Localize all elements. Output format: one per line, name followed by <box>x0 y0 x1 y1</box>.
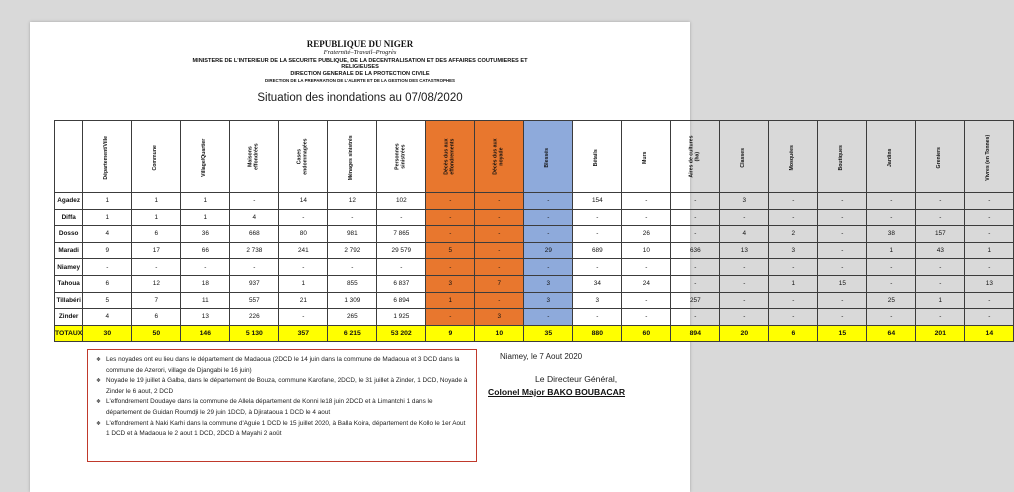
directorate-name: DIRECTION GENERALE DE LA PROTECTION CIVILE <box>290 71 430 77</box>
table-cell: - <box>622 209 671 226</box>
table-cell: - <box>426 226 475 243</box>
region-name: Maradi <box>55 242 83 259</box>
signature-name: Colonel Major BAKO BOUBACAR <box>488 387 626 397</box>
national-motto: Fraternité–Travail–Progrès <box>323 49 397 56</box>
column-header <box>279 121 328 193</box>
table-cell: 981 <box>328 226 377 243</box>
column-header-label: Décès dus aux noyade <box>492 138 505 175</box>
table-cell: 689 <box>573 242 622 259</box>
table-cell: 4 <box>230 209 279 226</box>
column-header-label: Murs <box>642 151 649 164</box>
column-header <box>622 121 671 193</box>
table-cell: - <box>818 309 867 326</box>
table-cell: - <box>475 193 524 210</box>
notes-box <box>87 349 477 462</box>
table-cell: 30 <box>83 325 132 342</box>
table-cell: - <box>230 259 279 276</box>
table-cell: 157 <box>916 226 965 243</box>
table-cell: - <box>475 226 524 243</box>
region-name: Niamey <box>55 259 83 276</box>
table-cell: 3 <box>720 193 769 210</box>
table-cell: 6 <box>132 309 181 326</box>
table-cell: - <box>279 259 328 276</box>
signature-place-date: Niamey, le 7 Aout 2020 <box>500 352 583 361</box>
table-row <box>55 259 1014 276</box>
table-cell: 53 202 <box>377 325 426 342</box>
column-header-label: Village/Quartier <box>201 138 208 177</box>
table-cell: 80 <box>279 226 328 243</box>
column-header-label: Décès dus aux effondrements <box>443 138 456 175</box>
table-cell: 7 865 <box>377 226 426 243</box>
totals-label: TOTAUX <box>55 325 83 342</box>
bullet-icon: ❖ <box>96 399 101 406</box>
column-header-label: Classes <box>740 147 747 168</box>
table-cell: 60 <box>622 325 671 342</box>
table-cell: 2 <box>769 226 818 243</box>
column-header <box>720 121 769 193</box>
table-cell: 64 <box>867 325 916 342</box>
table-cell: - <box>965 259 1014 276</box>
table-cell: 1 925 <box>377 309 426 326</box>
table-cell: - <box>279 209 328 226</box>
table-cell: - <box>279 309 328 326</box>
column-header <box>475 121 524 193</box>
table-cell: - <box>965 209 1014 226</box>
table-cell: 6 <box>132 226 181 243</box>
note-item <box>96 419 470 440</box>
table-cell: - <box>671 309 720 326</box>
document-page <box>30 22 994 492</box>
column-header <box>377 121 426 193</box>
table-cell: - <box>916 275 965 292</box>
table-cell: - <box>230 193 279 210</box>
table-cell: - <box>671 259 720 276</box>
table-cell: 7 <box>132 292 181 309</box>
table-cell: 18 <box>181 275 230 292</box>
column-header-label: Maisons effondrées <box>247 143 260 170</box>
table-cell: - <box>524 226 573 243</box>
table-cell: - <box>965 226 1014 243</box>
table-cell: 2 738 <box>230 242 279 259</box>
table-cell: 1 309 <box>328 292 377 309</box>
table-cell: 1 <box>965 242 1014 259</box>
table-cell: 357 <box>279 325 328 342</box>
table-cell: - <box>622 193 671 210</box>
table-cell: - <box>720 259 769 276</box>
table-row <box>55 193 1014 210</box>
table-cell: 13 <box>965 275 1014 292</box>
table-cell: - <box>867 209 916 226</box>
totals-row <box>55 325 1014 342</box>
column-header <box>916 121 965 193</box>
column-header-label: Jardins <box>887 148 894 167</box>
table-cell: - <box>916 309 965 326</box>
table-cell: 4 <box>83 309 132 326</box>
notes-list <box>96 355 470 440</box>
table-cell: - <box>818 209 867 226</box>
table-cell: 12 <box>132 275 181 292</box>
table-row <box>55 309 1014 326</box>
table-cell: 3 <box>524 275 573 292</box>
table-cell: - <box>426 259 475 276</box>
flood-situation-table <box>54 120 1014 342</box>
table-cell: - <box>573 259 622 276</box>
table-cell: 1 <box>132 209 181 226</box>
note-text: Noyade le 19 juillet à Galba, dans le département de Bouza, commune Karofane, 2DCD, le 31 juillet à Zinder, 1 DCD, Noyade à Zinder le 6 aout, 2 DCD <box>106 377 468 395</box>
region-name: Zinder <box>55 309 83 326</box>
table-cell: 1 <box>916 292 965 309</box>
table-cell: - <box>573 226 622 243</box>
table-cell: - <box>916 209 965 226</box>
table-cell: 3 <box>573 292 622 309</box>
table-cell: 10 <box>622 242 671 259</box>
column-header-label: Commune <box>152 144 159 171</box>
table-cell: - <box>720 209 769 226</box>
table-cell: - <box>475 209 524 226</box>
table-cell: 9 <box>426 325 475 342</box>
table-cell: 4 <box>720 226 769 243</box>
column-header-label: Aires de cultures (ha) <box>688 135 701 178</box>
table-cell: 43 <box>916 242 965 259</box>
table-cell: - <box>818 292 867 309</box>
table-cell: - <box>769 193 818 210</box>
table-cell: 146 <box>181 325 230 342</box>
column-header-label: Personnes sinistrées <box>394 143 407 170</box>
table-cell: - <box>867 309 916 326</box>
table-cell: 1 <box>83 209 132 226</box>
table-cell: 7 <box>475 275 524 292</box>
column-header <box>867 121 916 193</box>
table-cell: - <box>965 292 1014 309</box>
column-header <box>573 121 622 193</box>
table-cell: 1 <box>279 275 328 292</box>
table-cell: 6 837 <box>377 275 426 292</box>
table-cell: 14 <box>965 325 1014 342</box>
note-item <box>96 355 470 376</box>
region-name: Tahoua <box>55 275 83 292</box>
table-cell: 11 <box>181 292 230 309</box>
ministry-name: MINISTERE DE L'INTERIEUR DE LA SECURITE PUBLIQUE, DE LA DECENTRALISATION ET DES AFFAIRES COUTUMIERES ET RELIGIEUSES <box>192 58 528 71</box>
table-cell: 5 <box>426 242 475 259</box>
column-header <box>965 121 1014 193</box>
table-cell: - <box>818 259 867 276</box>
table-cell: - <box>671 226 720 243</box>
table-cell: - <box>622 292 671 309</box>
table-cell: - <box>818 226 867 243</box>
table-cell: - <box>867 259 916 276</box>
table-cell: - <box>573 309 622 326</box>
column-header-label: Vivres (en Tonnes) <box>985 134 992 181</box>
table-cell: - <box>965 193 1014 210</box>
table-cell: - <box>622 259 671 276</box>
column-header <box>671 121 720 193</box>
table-cell: 3 <box>769 242 818 259</box>
column-header <box>230 121 279 193</box>
table-cell: - <box>83 259 132 276</box>
table-cell: 636 <box>671 242 720 259</box>
column-header <box>83 121 132 193</box>
table-cell: 4 <box>83 226 132 243</box>
header-corner <box>55 121 83 193</box>
table-cell: 1 <box>181 209 230 226</box>
table-cell: - <box>965 309 1014 326</box>
table-cell: 38 <box>867 226 916 243</box>
table-cell: - <box>818 242 867 259</box>
table-cell: 201 <box>916 325 965 342</box>
table-cell: 557 <box>230 292 279 309</box>
table-cell: - <box>475 242 524 259</box>
document-title: Situation des inondations au 07/08/2020 <box>257 92 463 104</box>
table-cell: - <box>377 259 426 276</box>
table-cell: 1 <box>181 193 230 210</box>
table-cell: - <box>769 309 818 326</box>
table-cell: - <box>671 209 720 226</box>
note-text: Les noyades ont eu lieu dans le département de Madaoua (2DCD le 14 juin dans la commune de Madaoua et 3 DCD dans la commune de Azerori, village de Djangabi le 16 juin) <box>106 356 460 374</box>
table-cell: - <box>720 292 769 309</box>
table-cell: - <box>720 309 769 326</box>
table-cell: 13 <box>181 309 230 326</box>
table-cell: 1 <box>426 292 475 309</box>
republic-heading: REPUBLIQUE DU NIGER <box>306 39 414 49</box>
column-header-label: Département/Ville <box>103 135 110 180</box>
note-text: L'effondrement à Naki Karhi dans la commune d'Aguie 1 DCD le 15 juillet 2020, à Balla Koira, département de Kollo le 1er Aout 1 DCD et à Madaoua le 2 aout 1 DCD, 2DCD à Mayahi 2 août <box>106 419 466 438</box>
column-header <box>818 121 867 193</box>
table-cell: 50 <box>132 325 181 342</box>
table-cell: 894 <box>671 325 720 342</box>
column-header <box>426 121 475 193</box>
table-cell: 3 <box>524 292 573 309</box>
note-item <box>96 397 470 418</box>
region-name: Diffa <box>55 209 83 226</box>
table-row <box>55 242 1014 259</box>
table-cell: 6 <box>769 325 818 342</box>
column-header <box>328 121 377 193</box>
column-header <box>524 121 573 193</box>
table-cell: 6 215 <box>328 325 377 342</box>
note-item <box>96 376 470 397</box>
column-header-label: Ménages sinistrés <box>348 135 355 180</box>
table-cell: 257 <box>671 292 720 309</box>
region-name: Dosso <box>55 226 83 243</box>
table-cell: 26 <box>622 226 671 243</box>
table-cell: - <box>328 259 377 276</box>
table-cell: 3 <box>475 309 524 326</box>
table-cell: 1 <box>132 193 181 210</box>
table-cell: 20 <box>720 325 769 342</box>
table-cell: 9 <box>83 242 132 259</box>
table-cell: 5 130 <box>230 325 279 342</box>
table-cell: 937 <box>230 275 279 292</box>
table-cell: - <box>720 275 769 292</box>
table-cell: 265 <box>328 309 377 326</box>
bullet-icon: ❖ <box>96 378 101 385</box>
table-cell: 10 <box>475 325 524 342</box>
table-cell: 36 <box>181 226 230 243</box>
table-cell: 15 <box>818 275 867 292</box>
table-cell: 24 <box>622 275 671 292</box>
table-cell: 1 <box>867 242 916 259</box>
table-cell: 241 <box>279 242 328 259</box>
column-header-label: Boutiques <box>838 144 845 171</box>
signature-title: Le Directeur Général, <box>535 374 618 384</box>
table-cell: - <box>671 193 720 210</box>
table-cell: 17 <box>132 242 181 259</box>
table-cell: 880 <box>573 325 622 342</box>
table-cell: 66 <box>181 242 230 259</box>
table-cell: - <box>475 259 524 276</box>
table-cell: - <box>524 259 573 276</box>
table-row <box>55 209 1014 226</box>
table-cell: 13 <box>720 242 769 259</box>
table-cell: - <box>867 193 916 210</box>
bullet-icon: ❖ <box>96 357 101 363</box>
table-cell: 12 <box>328 193 377 210</box>
table-cell: - <box>181 259 230 276</box>
table-cell: - <box>426 309 475 326</box>
column-header-label: Bétails <box>593 149 600 167</box>
table-cell: 855 <box>328 275 377 292</box>
table-cell: 15 <box>818 325 867 342</box>
table-cell: 3 <box>426 275 475 292</box>
table-cell: - <box>524 193 573 210</box>
table-row <box>55 275 1014 292</box>
table-cell: 5 <box>83 292 132 309</box>
region-name: Agadez <box>55 193 83 210</box>
table-cell: 35 <box>524 325 573 342</box>
column-header-label: Mosquées <box>789 144 796 171</box>
table-cell: - <box>328 209 377 226</box>
table-cell: 226 <box>230 309 279 326</box>
table-cell: 6 894 <box>377 292 426 309</box>
table-row <box>55 226 1014 243</box>
table-cell: 34 <box>573 275 622 292</box>
table-cell: 21 <box>279 292 328 309</box>
column-header <box>769 121 818 193</box>
region-name: Tillabéri <box>55 292 83 309</box>
column-header-label: Greniers <box>936 146 943 169</box>
table-cell: - <box>573 209 622 226</box>
table-cell: 2 792 <box>328 242 377 259</box>
table-cell: - <box>671 275 720 292</box>
table-cell: 6 <box>83 275 132 292</box>
table-cell: 1 <box>769 275 818 292</box>
table-cell: 1 <box>83 193 132 210</box>
table-cell: - <box>769 259 818 276</box>
table-cell: - <box>377 209 426 226</box>
table-cell: - <box>769 209 818 226</box>
table-cell: 102 <box>377 193 426 210</box>
table-cell: - <box>426 209 475 226</box>
table-cell: 668 <box>230 226 279 243</box>
table-cell: - <box>132 259 181 276</box>
table-cell: - <box>524 309 573 326</box>
table-cell: - <box>475 292 524 309</box>
table-cell: 29 579 <box>377 242 426 259</box>
table-cell: - <box>622 309 671 326</box>
table-cell: 154 <box>573 193 622 210</box>
table-header-row <box>55 121 1014 193</box>
table-cell: 25 <box>867 292 916 309</box>
bullet-icon: ❖ <box>96 420 101 427</box>
table-cell: - <box>426 193 475 210</box>
table-cell: - <box>769 292 818 309</box>
note-text: L'effondrement Doudaye dans la commune de Allela département de Konni le18 juin 2DCD et à Limantchi 1 dans le département de Guidan Roumdji le 29 juin 1DCD, à Djirataoua 1 DCD le 4 aout <box>106 398 433 416</box>
table-cell: - <box>524 209 573 226</box>
column-header-label: Cases endommagées <box>296 138 309 175</box>
column-header <box>132 121 181 193</box>
table-cell: - <box>867 275 916 292</box>
table-cell: - <box>916 259 965 276</box>
table-cell: - <box>916 193 965 210</box>
table-cell: 14 <box>279 193 328 210</box>
table-row <box>55 292 1014 309</box>
division-name: DIRECTION DE LA PREPARATION DE L'ALERTE ET DE LA GESTION DES CATASTROPHES <box>265 78 455 83</box>
column-header-label: Blessés <box>544 147 551 168</box>
table-cell: 29 <box>524 242 573 259</box>
column-header <box>181 121 230 193</box>
table-cell: - <box>818 193 867 210</box>
